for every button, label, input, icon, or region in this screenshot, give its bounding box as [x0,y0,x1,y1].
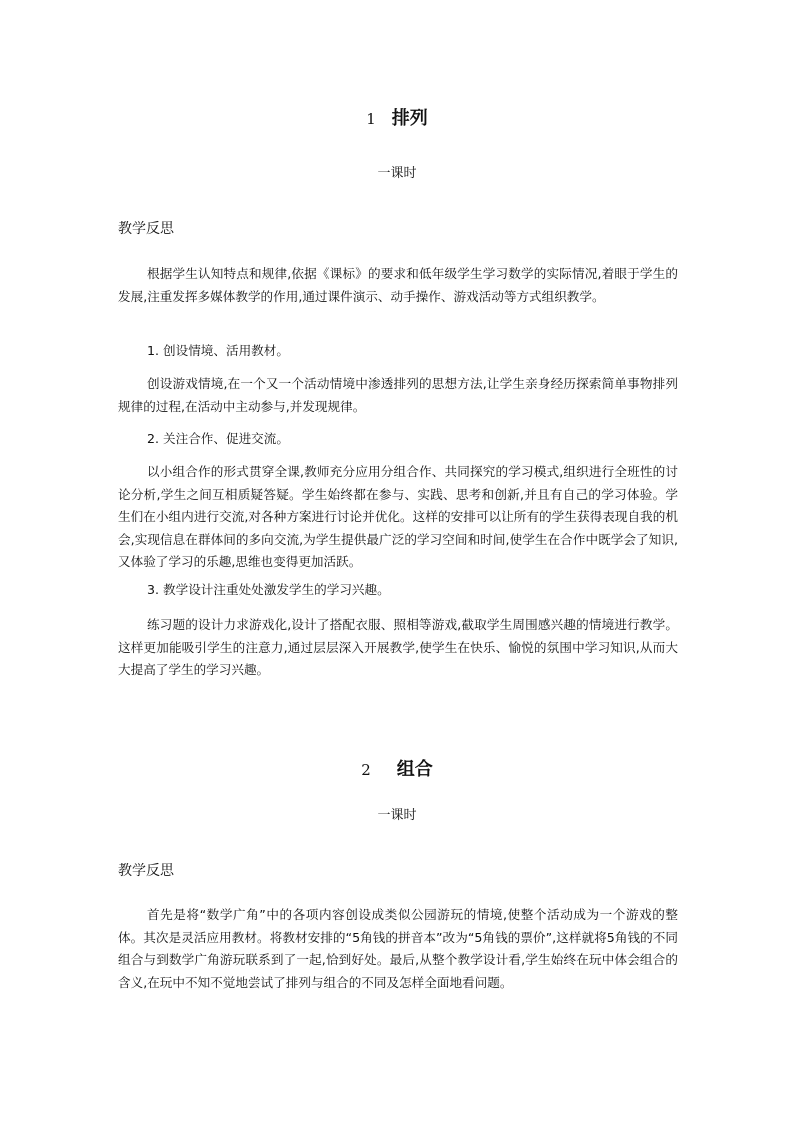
section-1-point-1-label: 1. 创设情境、活用教材。 [147,343,289,358]
section-1-number: 1 [366,110,376,128]
section-1-point-3-label: 3. 教学设计注重处处激发学生的学习兴趣。 [147,582,390,597]
section-1-period: 一课时 [377,166,417,181]
section-2-period: 一课时 [377,808,417,823]
section-1-name: 排列 [391,108,428,129]
section-1-point-2-text: 以小组合作的形式贯穿全课,教师充分应用分组合作、共同探究的学习模式,组织进行全班性的讨论分析,学生之间互相质疑答疑。学生始终都在参与、实践、思考和创新,并且有自己的学习体验。学生们在小组内进行交流,对各种方案进行讨论并优化。这样的安排可以让所有的学生获得表现自我的机会,实现信息在群体间的多向交流,为学生提供最广泛的学习空间和时间,使学生在合作中既学会了知识,又体验了学习的乐趣,思维也变得更加活跃。 [118,464,678,569]
section-1-point-3-text: 练习题的设计力求游戏化,设计了搭配衣服、照相等游戏,截取学生周围感兴趣的情境进行教学。这样更加能吸引学生的注意力,通过层层深入开展教学,使学生在快乐、愉悦的氛围中学习知识,从而大大提高了学生的学习兴趣。 [118,617,678,677]
section-1-title [0,107,794,131]
section-1-intro: 根据学生认知特点和规律,依据《课标》的要求和低年级学生学习数学的实际情况,着眼于学生的发展,注重发挥多媒体教学的作用,通过课件演示、动手操作、游戏活动等方式组织教学。 [118,266,678,304]
section-1-heading: 教学反思 [118,221,174,237]
section-2-heading: 教学反思 [118,863,174,879]
section-1-point-1-text: 创设游戏情境,在一个又一个活动情境中渗透排列的思想方法,让学生亲身经历探索简单事物排列规律的过程,在活动中主动参与,并发现规律。 [118,376,678,414]
section-1-point-2-label: 2. 关注合作、促进交流。 [147,431,289,446]
section-2-name: 组合 [396,759,433,780]
section-2-title [0,758,794,782]
section-2-number: 2 [361,761,371,779]
section-2-intro: 首先是将“数学广角”中的各项内容创设成类似公园游玩的情境,使整个活动成为一个游戏的整体。其次是灵活应用教材。将教材安排的“5角钱的拼音本”改为“5角钱的票价”,这样就将5角钱的不同组合与到数学广角游玩联系到了一起,恰到好处。最后,从整个教学设计看,学生始终在玩中体会组合的含义,在玩中不知不觉地尝试了排列与组合的不同及怎样全面地看问题。 [118,907,678,990]
